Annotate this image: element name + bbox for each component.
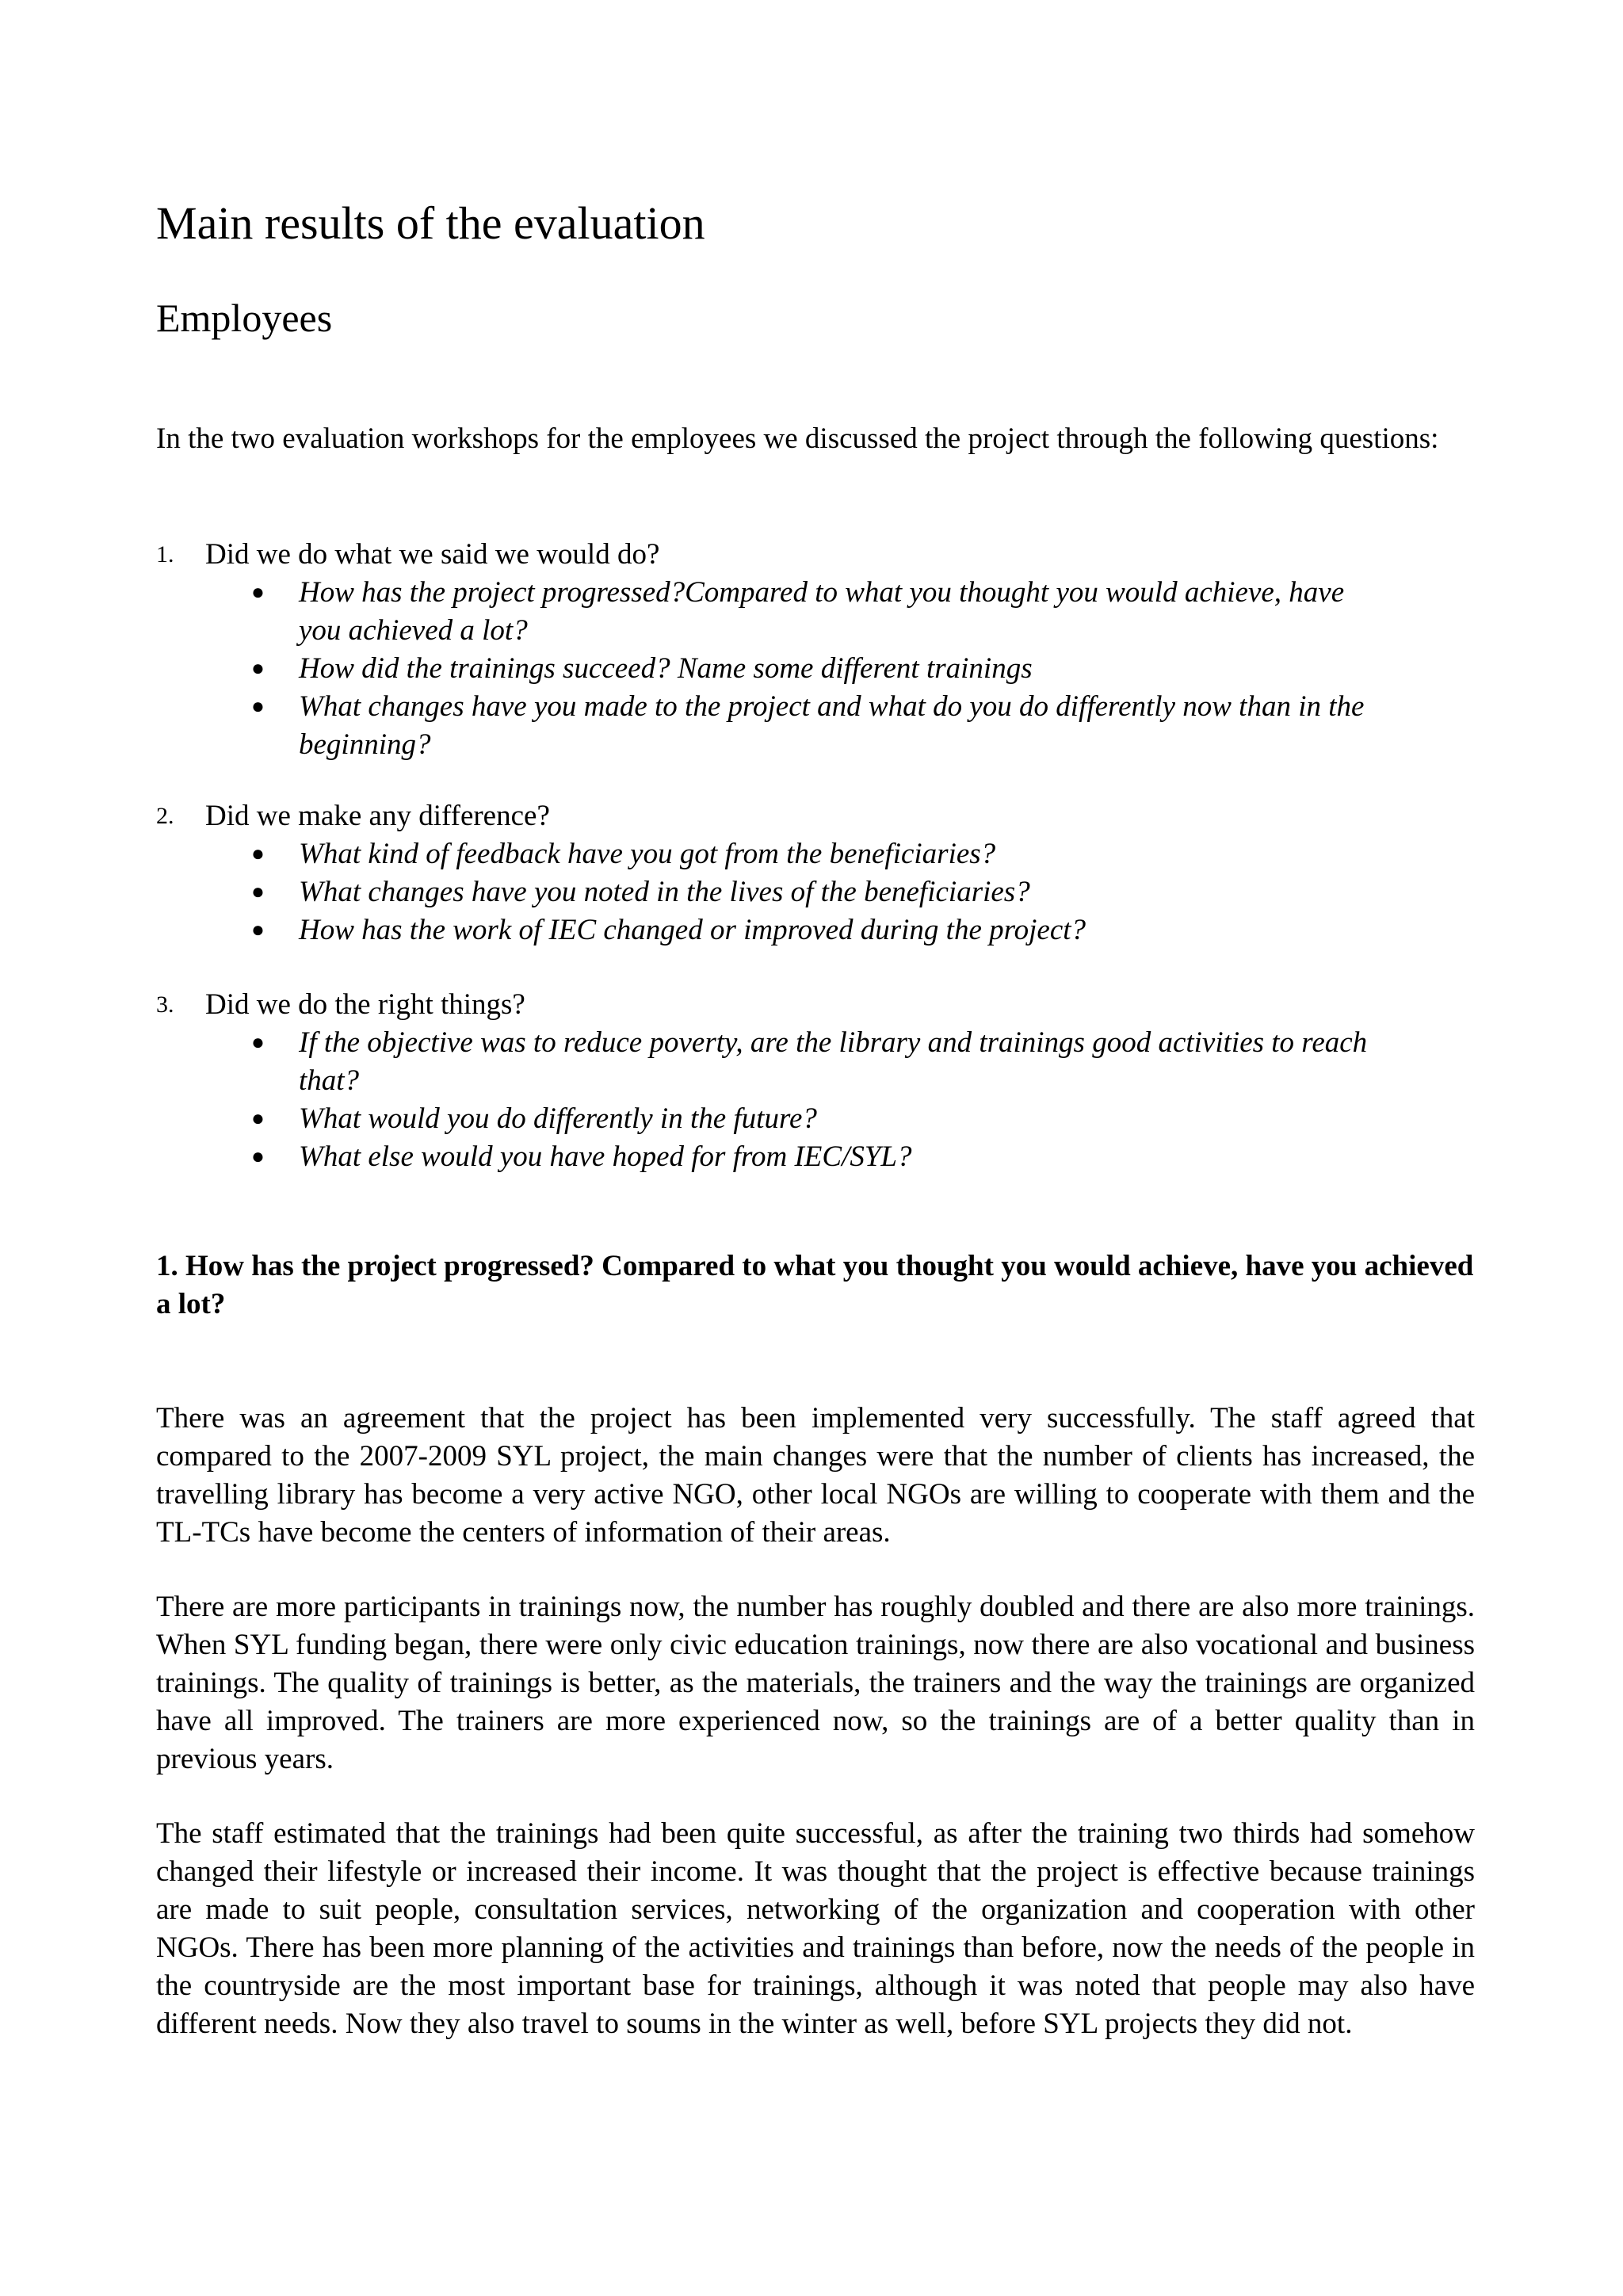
bullet-icon: ●	[251, 918, 265, 942]
section-subtitle: Employees	[156, 296, 333, 340]
question-block-1	[156, 536, 1475, 764]
list-item	[156, 688, 1475, 764]
body-paragraph-1: There was an agreement that the project has been implemented very successfully. The staff agreed that compared to the 2007-2009 SYL project, the main changes were that the number of clients has increased, the travelling library has become a very active NGO, other local NGOs are willing to cooperate with them and the TL-TCs have become the centers of information of their areas.	[156, 1402, 1475, 1549]
question-number: 3.	[156, 991, 174, 1018]
sub-question-text: How has the work of IEC changed or improved during the project?	[299, 914, 1086, 946]
sub-question-text: What would you do differently in the future?	[299, 1102, 817, 1135]
question-block-3	[156, 986, 1475, 1176]
bullet-icon: ●	[251, 1106, 265, 1131]
question-2	[156, 797, 1475, 835]
sub-question-text: What kind of feedback have you got from the beneficiaries?	[299, 838, 996, 870]
sub-question-list	[156, 835, 1475, 949]
sub-question-text: How did the trainings succeed? Name some different trainings	[299, 652, 1033, 685]
body-paragraph-3: The staff estimated that the trainings had been quite successful, as after the training two thirds had somehow changed their lifestyle or increased their income. It was thought that the project is effective because trainings are made to suit people, consultation services, networking of the organization and cooperation with other NGOs. There has been more planning of the activities and trainings than before, now the needs of the people in the countryside are the most important base for trainings, although it was noted that people may also have different needs. Now they also travel to soums in the winter as well, before SYL projects they did not.	[156, 1817, 1475, 2040]
list-item	[156, 1138, 1475, 1176]
sub-question-text: How has the project progressed?Compared to what you thought you would achieve, have you achieved a lot?	[299, 576, 1345, 647]
list-item	[156, 1024, 1475, 1100]
question-block-2	[156, 797, 1475, 949]
sub-question-text: What changes have you noted in the lives of the beneficiaries?	[299, 876, 1030, 908]
bullet-icon: ●	[251, 880, 265, 904]
question-text: Did we do what we said we would do?	[205, 538, 660, 571]
list-item	[156, 574, 1475, 650]
list-item	[156, 835, 1475, 873]
bullet-icon: ●	[251, 656, 265, 681]
list-item	[156, 650, 1475, 688]
bullet-icon: ●	[251, 842, 265, 866]
sub-question-text: What changes have you made to the project and what do you do differently now than in the beginning?	[299, 690, 1365, 761]
list-item	[156, 911, 1475, 949]
question-number: 1.	[156, 541, 174, 567]
question-text: Did we do the right things?	[205, 988, 525, 1021]
sub-question-list	[156, 574, 1475, 764]
bullet-icon: ●	[251, 1144, 265, 1169]
question-1	[156, 536, 1475, 574]
body-paragraph-2: There are more participants in trainings now, the number has roughly doubled and there are also more trainings. When SYL funding began, there were only civic education trainings, now there are also vocational and business trainings. The quality of trainings is better, as the materials, the trainers and the way the trainings are organized have all improved. The trainers are more experienced now, so the trainings are of a better quality than in previous years.	[156, 1591, 1475, 1775]
sub-question-list	[156, 1024, 1475, 1176]
list-item	[156, 873, 1475, 911]
section-heading: 1. How has the project progressed? Compared to what you thought you would achieve, have you achieved a lot?	[156, 1250, 1474, 1320]
question-number: 2.	[156, 803, 174, 829]
question-3	[156, 986, 1475, 1024]
intro-paragraph: In the two evaluation workshops for the employees we discussed the project through the following questions:	[156, 422, 1439, 455]
bullet-icon: ●	[251, 580, 265, 605]
page-title: Main results of the evaluation	[156, 197, 705, 249]
sub-question-text: If the objective was to reduce poverty, are the library and trainings good activities to reach that?	[299, 1026, 1368, 1097]
question-text: Did we make any difference?	[205, 800, 550, 832]
bullet-icon: ●	[251, 1030, 265, 1055]
bullet-icon: ●	[251, 694, 265, 719]
list-item	[156, 1100, 1475, 1138]
sub-question-text: What else would you have hoped for from IEC/SYL?	[299, 1140, 912, 1173]
